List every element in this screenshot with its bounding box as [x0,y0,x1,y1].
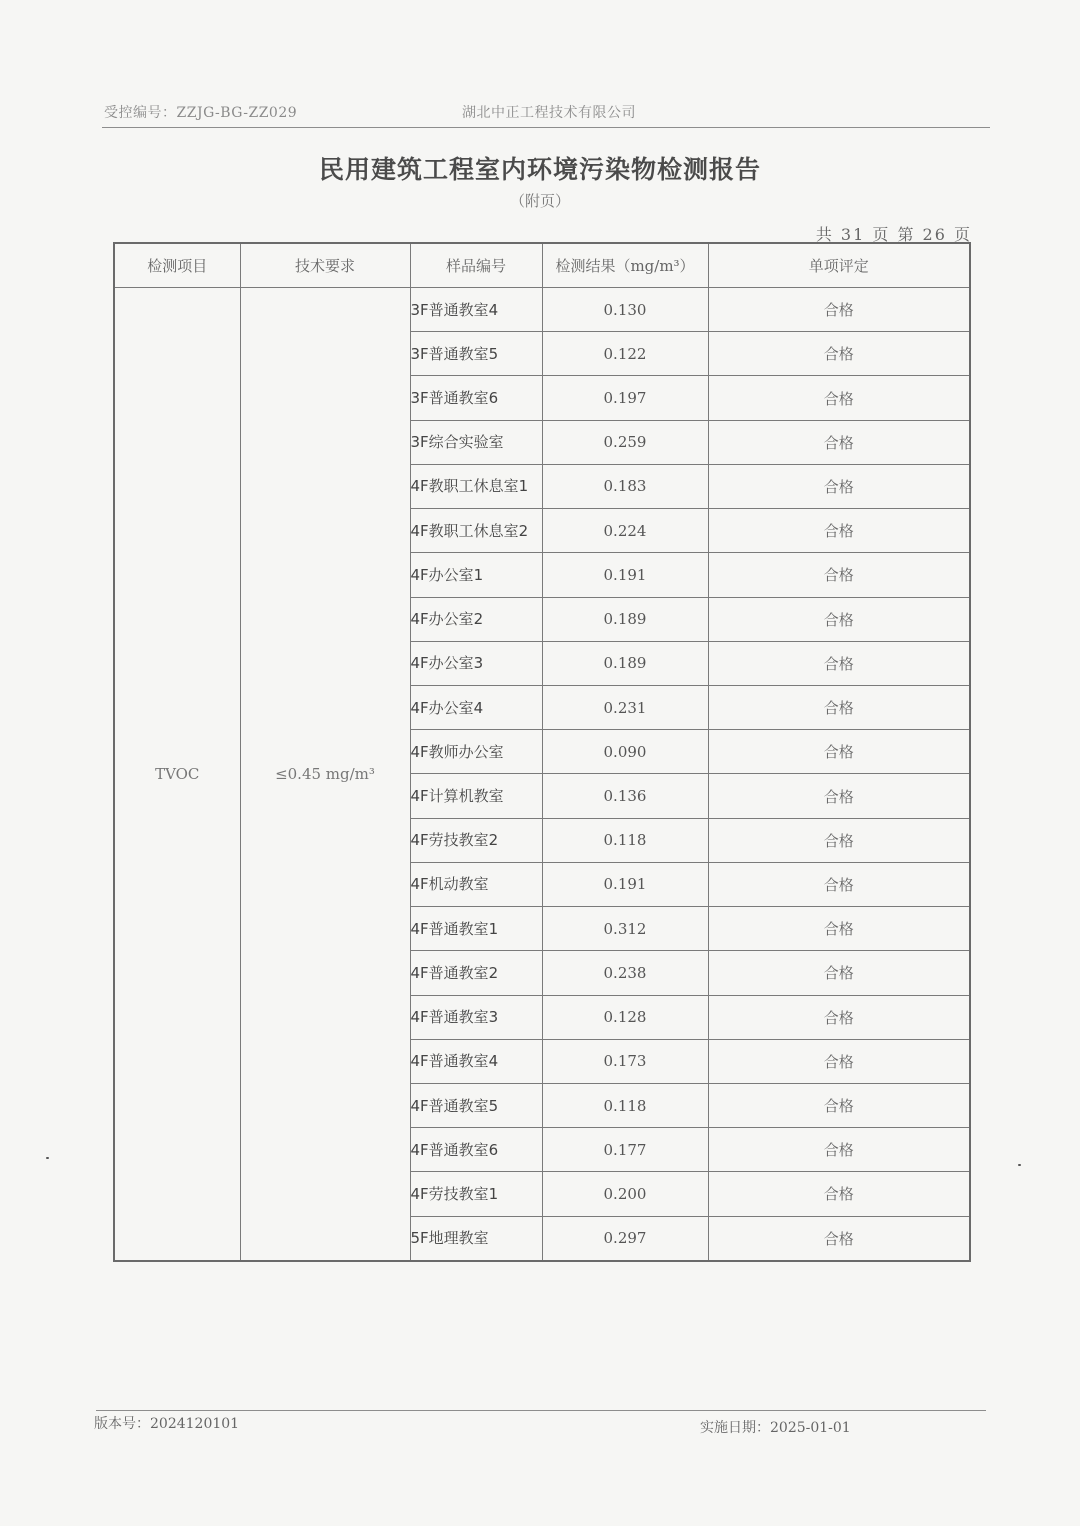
single-verdict: 合格 [708,420,970,464]
test-result: 0.231 [542,685,708,729]
test-result: 0.200 [542,1172,708,1216]
header-divider [102,127,990,128]
sample-id: 4F普通教室1 [410,907,542,951]
single-verdict: 合格 [708,1039,970,1083]
single-verdict: 合格 [708,641,970,685]
sample-id: 4F办公室4 [410,685,542,729]
single-verdict: 合格 [708,1172,970,1216]
sample-id: 4F普通教室6 [410,1128,542,1172]
company-name: 湖北中正工程技术有限公司 [462,105,636,121]
sample-id: 4F教师办公室 [410,730,542,774]
single-verdict: 合格 [708,553,970,597]
test-item: TVOC [114,288,240,1262]
header-result: 检测结果（mg/m³） [542,243,708,288]
effective-date: 实施日期：2025-01-01 [700,1420,851,1436]
scan-speck [46,1157,49,1159]
single-verdict: 合格 [708,1216,970,1261]
single-verdict: 合格 [708,730,970,774]
control-number: 受控编号：ZZJG-BG-ZZ029 [104,105,298,121]
version-number: 版本号：2024120101 [94,1416,240,1432]
test-result: 0.118 [542,1083,708,1127]
sample-id: 4F普通教室5 [410,1083,542,1127]
single-verdict: 合格 [708,464,970,508]
report-title: 民用建筑工程室内环境污染物检测报告 [318,155,761,184]
scan-speck [1018,1164,1021,1166]
sample-id: 3F综合实验室 [410,420,542,464]
test-result: 0.191 [542,553,708,597]
header-sample: 样品编号 [410,243,542,288]
single-verdict: 合格 [708,951,970,995]
sample-id: 4F计算机教室 [410,774,542,818]
footer-divider [96,1410,986,1411]
header-verdict: 单项评定 [708,243,970,288]
test-result: 0.191 [542,862,708,906]
test-result: 0.189 [542,597,708,641]
sample-id: 4F办公室3 [410,641,542,685]
single-verdict: 合格 [708,685,970,729]
sample-id: 4F办公室2 [410,597,542,641]
test-result: 0.197 [542,376,708,420]
sample-id: 3F普通教室4 [410,288,542,332]
test-result: 0.297 [542,1216,708,1261]
sample-id: 5F地理教室 [410,1216,542,1261]
test-result: 0.173 [542,1039,708,1083]
header-item: 检测项目 [114,243,240,288]
sample-id: 4F教职工休息室2 [410,509,542,553]
sample-id: 4F劳技教室2 [410,818,542,862]
sample-id: 4F普通教室4 [410,1039,542,1083]
sample-id: 3F普通教室5 [410,332,542,376]
single-verdict: 合格 [708,907,970,951]
test-result: 0.259 [542,420,708,464]
single-verdict: 合格 [708,818,970,862]
sample-id: 4F机动教室 [410,862,542,906]
table-row [114,288,970,332]
test-result: 0.177 [542,1128,708,1172]
sample-id: 4F劳技教室1 [410,1172,542,1216]
test-result: 0.189 [542,641,708,685]
test-result: 0.312 [542,907,708,951]
sample-id: 4F办公室1 [410,553,542,597]
test-result: 0.122 [542,332,708,376]
test-result: 0.183 [542,464,708,508]
test-result: 0.224 [542,509,708,553]
report-subtitle: （附页） [509,192,570,210]
page-info: 共 31 页 第 26 页 [815,225,972,244]
technical-requirement: ≤0.45 mg/m³ [240,288,410,1262]
single-verdict: 合格 [708,1083,970,1127]
single-verdict: 合格 [708,995,970,1039]
single-verdict: 合格 [708,288,970,332]
single-verdict: 合格 [708,597,970,641]
sample-id: 4F普通教室2 [410,951,542,995]
table-body [114,288,970,1262]
table-header-row [114,243,970,288]
test-result: 0.118 [542,818,708,862]
results-table [113,242,971,1262]
test-result: 0.238 [542,951,708,995]
single-verdict: 合格 [708,1128,970,1172]
single-verdict: 合格 [708,774,970,818]
sample-id: 4F普通教室3 [410,995,542,1039]
test-result: 0.130 [542,288,708,332]
test-result: 0.136 [542,774,708,818]
single-verdict: 合格 [708,509,970,553]
sample-id: 3F普通教室6 [410,376,542,420]
test-result: 0.128 [542,995,708,1039]
single-verdict: 合格 [708,376,970,420]
single-verdict: 合格 [708,332,970,376]
test-result: 0.090 [542,730,708,774]
header-requirement: 技术要求 [240,243,410,288]
single-verdict: 合格 [708,862,970,906]
sample-id: 4F教职工休息室1 [410,464,542,508]
